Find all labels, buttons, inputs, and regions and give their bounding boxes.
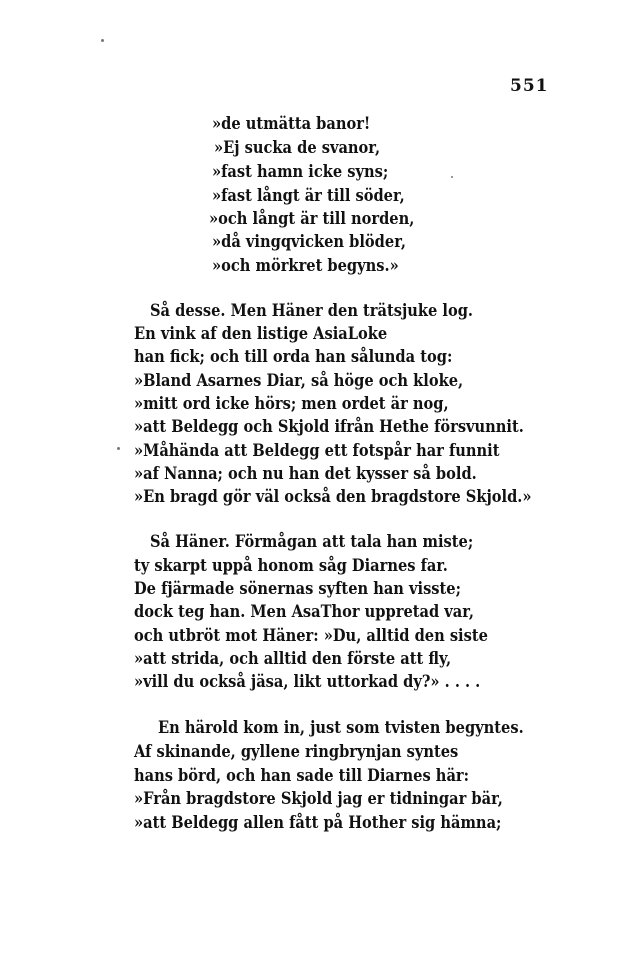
verse-line: »de utmätta banor!	[212, 114, 371, 134]
verse-line: hans börd, och han sade till Diarnes här:	[134, 766, 470, 786]
verse-line: ty skarpt uppå honom såg Diarnes far.	[134, 556, 448, 576]
verse-line: En härold kom in, just som tvisten begyntes.	[158, 718, 524, 738]
verse-line: Af skinande, gyllene ringbrynjan syntes	[134, 742, 459, 762]
verse-line: De fjärmade sönernas syften han visste;	[134, 579, 462, 599]
print-speck	[451, 176, 453, 178]
verse-line: »Bland Asarnes Diar, så höge och kloke,	[134, 371, 464, 391]
verse-line: Så Häner. Förmågan att tala han miste;	[150, 532, 474, 552]
verse-line: »Måhända att Beldegg ett fotspår har funnit	[134, 441, 500, 461]
verse-line: »Ej sucka de svanor,	[214, 138, 381, 158]
print-speck	[101, 39, 104, 42]
verse-line: »då vingqvicken blöder,	[212, 232, 406, 252]
verse-line: »af Nanna; och nu han det kysser så bold.	[134, 464, 477, 484]
verse-line: »fast långt är till söder,	[212, 186, 405, 206]
verse-line: »och långt är till norden,	[209, 209, 415, 229]
verse-line: »och mörkret begyns.»	[212, 256, 399, 276]
verse-line: »vill du också jäsa, likt uttorkad dy?» . . . .	[134, 672, 481, 692]
verse-line: »att Beldegg allen fått på Hother sig hämna;	[134, 813, 502, 833]
page-number: 551	[510, 76, 549, 96]
verse-line: och utbröt mot Häner: »Du, alltid den siste	[134, 626, 488, 646]
verse-line: dock teg han. Men AsaThor uppretad var,	[134, 602, 474, 622]
verse-line: han fick; och till orda han sålunda tog:	[134, 347, 453, 367]
verse-line: »Från bragdstore Skjold jag er tidningar bär,	[134, 789, 503, 809]
verse-line: »En bragd gör väl också den bragdstore Skjold.»	[134, 487, 532, 507]
verse-line: Så desse. Men Häner den trätsjuke log.	[150, 301, 474, 321]
print-speck	[117, 447, 120, 450]
verse-line: En vink af den listige AsiaLoke	[134, 324, 388, 344]
verse-line: »mitt ord icke hörs; men ordet är nog,	[134, 394, 449, 414]
verse-line: »att Beldegg och Skjold ifrån Hethe försvunnit.	[134, 417, 524, 437]
verse-line: »att strida, och alltid den förste att fly,	[134, 649, 452, 669]
verse-line: »fast hamn icke syns;	[212, 162, 389, 182]
